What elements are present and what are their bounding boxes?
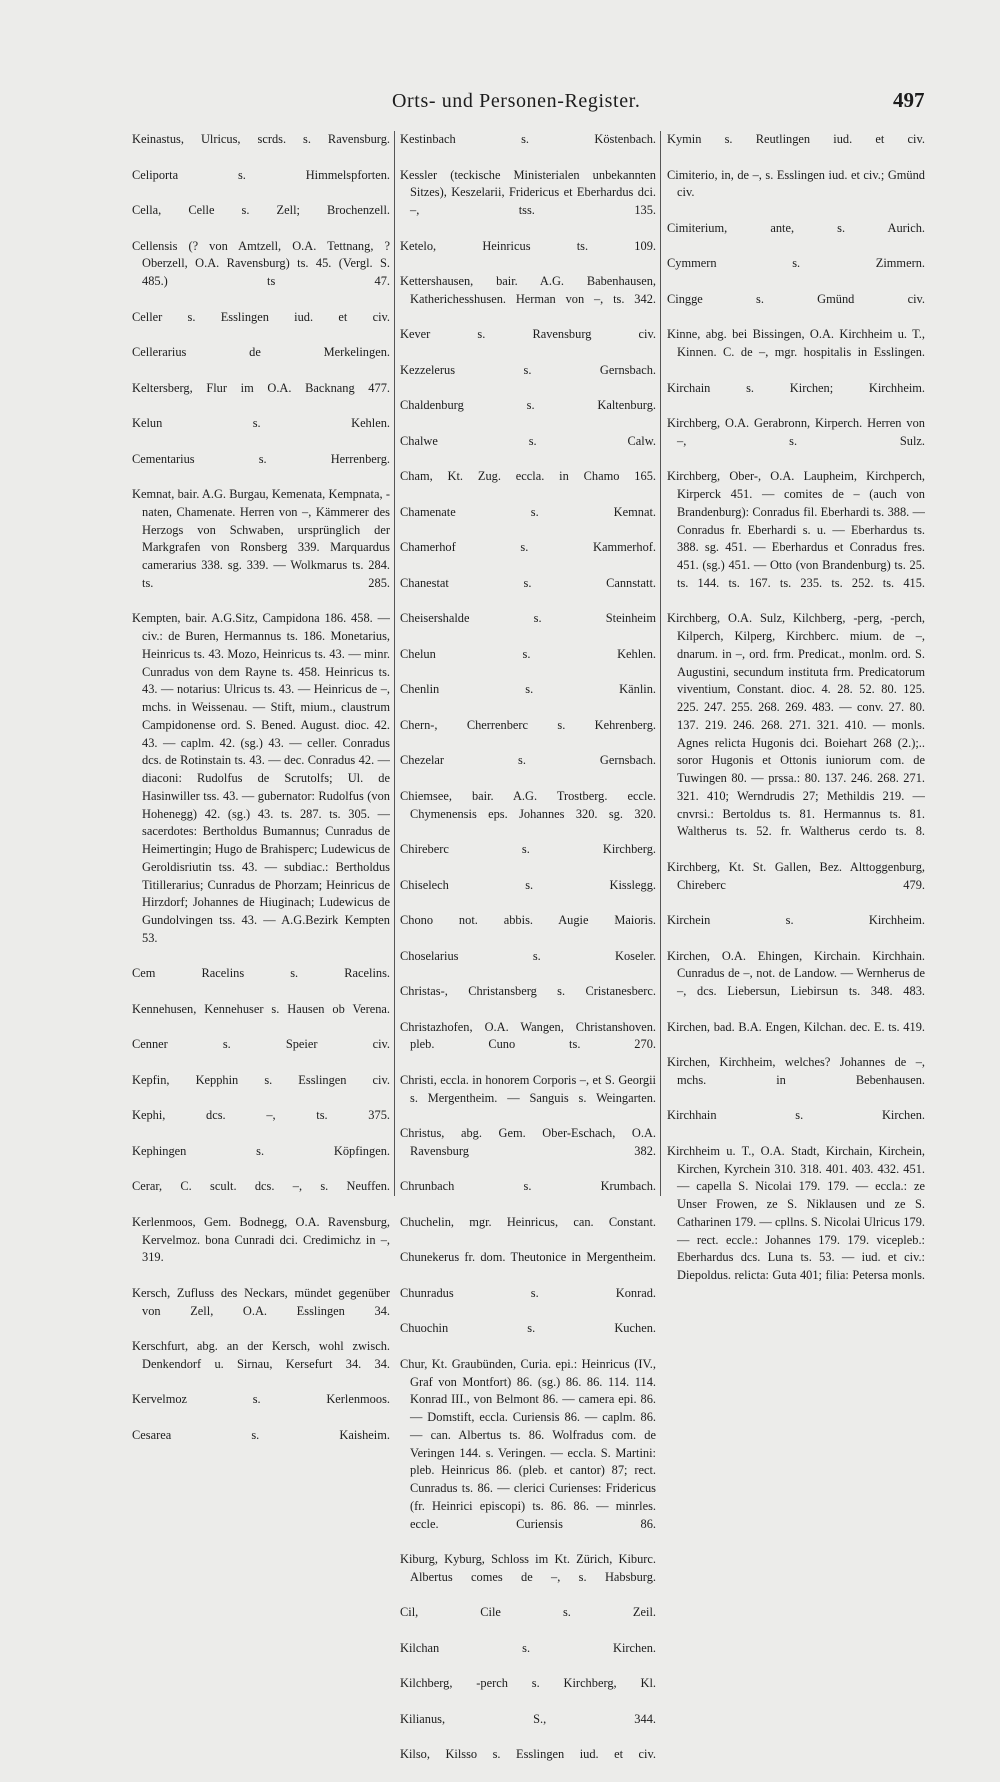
- register-entry: Kessler (teckische Ministerialen unbekannten Sitzes), Keszelarii, Fridericus et Eberhardus dci. –, tss. 135.: [400, 167, 656, 217]
- register-entry: Kirchen, Kirchheim, welches? Johannes de –, mchs. in Bebenhausen.: [667, 1055, 925, 1087]
- register-entry: Christi, eccla. in honorem Corporis –, et S. Georgii s. Mergentheim. — Sanguis s. Weingarten.: [400, 1072, 656, 1105]
- register-entry: Cingge s. Gmünd civ.: [667, 291, 925, 306]
- register-entry: Cem Racelins s. Racelins.: [132, 966, 390, 981]
- register-entry: Cimiterio, in, de –, s. Esslingen iud. et civ.; Gmünd civ.: [667, 167, 925, 200]
- register-entry: Kever s. Ravensburg civ.: [400, 327, 656, 342]
- register-entry: Cheisershalde s. Steinheim: [400, 611, 656, 626]
- register-entry: Kirchain s. Kirchen; Kirchheim.: [667, 380, 925, 395]
- register-entry: Christas-, Christansberg s. Cristanesberc.: [400, 984, 656, 998]
- register-entry: Celiporta s. Himmelspforten.: [132, 167, 390, 182]
- register-entry: Kirchein s. Kirchheim.: [667, 913, 925, 927]
- register-entry: Chireberc s. Kirchberg.: [400, 842, 656, 856]
- register-entry: Cellensis (? von Amtzell, O.A. Tettnang, ? Oberzell, O.A. Ravensburg) ts. 45. (Vergl. S. 485.) ts 47.: [132, 238, 390, 288]
- register-entry: Cymmern s. Zimmern.: [667, 256, 925, 271]
- register-entry: Kemnat, bair. A.G. Burgau, Kemenata, Kempnata, -naten, Chamenate. Herren von –, Kämmerer des Herzogs von Schwaben, ursprünglich der Markgrafen von Ronsberg 339. Marquardus camerarius 338. sg. 339. — Wolkmarus ts. 284. ts. 285.: [132, 487, 390, 590]
- register-entry: Chenlin s. Känlin.: [400, 682, 656, 697]
- register-entry: Chiemsee, bair. A.G. Trostberg. eccle. Chymenensis eps. Johannes 320. sg. 320.: [400, 788, 656, 821]
- register-entry: Ketelo, Heinricus ts. 109.: [400, 238, 656, 253]
- register-entry: Kirchberg, Ober-, O.A. Laupheim, Kirchperch, Kirperck 451. — comites de – (auch von Brandenburg): Conradus fil. Eberhardi ts. 388. — Conradus fr. Eberhardi s. u. — Eberhardus ts. 388. sg. 451. — Eberhardus et Conradus fres. 451. (sg.) 451. — Otto (von Brandenburg) ts. 25. ts. 144. ts. 167. ts. 235. ts. 252. ts. 415.: [667, 469, 925, 590]
- register-entry: Chelun s. Kehlen.: [400, 646, 656, 661]
- register-entry: Chern-, Cherrenberc s. Kehrenberg.: [400, 717, 656, 732]
- register-entry: Kilso, Kilsso s. Esslingen iud. et civ.: [400, 1747, 656, 1762]
- register-entry: Cesarea s. Kaisheim.: [132, 1427, 390, 1442]
- register-entry: Kettershausen, bair. A.G. Babenhausen, Katherichesshusen. Herman von –, ts. 342.: [400, 274, 656, 306]
- register-entry: Kirchhain s. Kirchen.: [667, 1108, 925, 1123]
- register-entry: Celler s. Esslingen iud. et civ.: [132, 309, 390, 324]
- register-entry: Kepfin, Kepphin s. Esslingen civ.: [132, 1072, 390, 1087]
- page-header: [0, 86, 1000, 120]
- register-entry: Chuchelin, mgr. Heinricus, can. Constant.: [400, 1214, 656, 1229]
- register-entry: Kempten, bair. A.G.Sitz, Campidona 186. 458. — civ.: de Buren, Hermannus ts. 186. Monetarius, Heinricus ts. 43. Mozo, Heinricus ts. 43. — minr. Cunradus von dem Rayne ts. 458. Heinricus ts. 43. — notarius: Ulricus ts. 43. — Heinricus de –, mchs. in Weissenau. — Stift, mium., claustrum Campidonense ord. S. Bened. August. dioc. 42. 43. — caplm. 42. (sg.) 43. — celler. Conradus dcs. de Rotinstain ts. 43. — dec. Conradus 42. — diaconi: Rudolfus de Scrutolfs; Ul. de Hasinwiller tss. 43. — gubernator: Rudolfus (von Hohenegg) 42. (sg.) 43. ts. 287. ts. 305. — sacerdotes: Bertholdus Bumannus; Cunradus de Heimertingin; Hugo de Brahisperc; Ludewicus de Geroldisriutin tss. 43. — subdiac.: Bertholdus Titillerarius; Cunradus de Phorzam; Heinricus de Hirzdorf; Johannes de Hiuginach; Ludewicus de Gundolvingen tss. 43. — A.G.Bezirk Kempten 53.: [132, 611, 390, 945]
- register-entry: Chamerhof s. Kammerhof.: [400, 540, 656, 555]
- register-entry: Kersch, Zufluss des Neckars, mündet gegenüber von Zell, O.A. Esslingen 34.: [132, 1285, 390, 1318]
- register-entry: Choselarius s. Koseler.: [400, 948, 656, 963]
- register-entry: Chaldenburg s. Kaltenburg.: [400, 398, 656, 413]
- register-entry: Kephingen s. Köpfingen.: [132, 1143, 390, 1158]
- page-title: Orts- und Personen-Register.: [392, 90, 641, 112]
- register-entry: Chamenate s. Kemnat.: [400, 504, 656, 519]
- register-entry: Chrunbach s. Krumbach.: [400, 1179, 656, 1194]
- column-divider: [660, 131, 661, 1196]
- register-entry: Cementarius s. Herrenberg.: [132, 451, 390, 466]
- register-entry: Kelun s. Kehlen.: [132, 416, 390, 430]
- column-divider: [394, 131, 395, 1196]
- register-entry: Kerschfurt, abg. an der Kersch, wohl zwisch. Denkendorf u. Sirnau, Kersefurt 34. 34.: [132, 1339, 390, 1371]
- register-entry: Kirchen, bad. B.A. Engen, Kilchan. dec. E. ts. 419.: [667, 1019, 925, 1034]
- register-entry: Kilchan s. Kirchen.: [400, 1640, 656, 1655]
- register-entry: Chanestat s. Cannstatt.: [400, 575, 656, 590]
- register-entry: Kiburg, Kyburg, Schloss im Kt. Zürich, Kiburc. Albertus comes de –, s. Habsburg.: [400, 1552, 656, 1584]
- register-entry: Christazhofen, O.A. Wangen, Christanshoven. pleb. Cuno ts. 270.: [400, 1019, 656, 1052]
- register-entry: Kerlenmoos, Gem. Bodnegg, O.A. Ravensburg, Kervelmoz. bona Cunradi dci. Credimichz in –, 319.: [132, 1214, 390, 1265]
- register-entry: Chuochin s. Kuchen.: [400, 1321, 656, 1336]
- register-entry: Cil, Cile s. Zeil.: [400, 1605, 656, 1620]
- register-entry: Chono not. abbis. Augie Maioris.: [400, 913, 656, 927]
- register-column-2: [400, 131, 656, 1782]
- register-entry: Kezzelerus s. Gernsbach.: [400, 362, 656, 377]
- register-entry: Cham, Kt. Zug. eccla. in Chamo 165.: [400, 469, 656, 484]
- register-entry: Kirchen, O.A. Ehingen, Kirchain. Kirchhain. Cunradus de –, not. de Landow. — Wernherus de –, dcs. Liebersun, Liebirsun ts. 348. 483.: [667, 948, 925, 998]
- register-entry: Christus, abg. Gem. Ober-Eschach, O.A. Ravensburg 382.: [400, 1126, 656, 1158]
- page-number: 497: [893, 88, 925, 112]
- register-entry: Kestinbach s. Köstenbach.: [400, 132, 656, 146]
- register-entry: Chezelar s. Gernsbach.: [400, 753, 656, 768]
- register-entry: Kirchberg, O.A. Gerabronn, Kirperch. Herren von –, s. Sulz.: [667, 416, 925, 448]
- register-entry: Cimiterium, ante, s. Aurich.: [667, 220, 925, 235]
- register-entry: Kervelmoz s. Kerlenmoos.: [132, 1392, 390, 1407]
- register-entry: Chunradus s. Konrad.: [400, 1285, 656, 1300]
- register-entry: Chur, Kt. Graubünden, Curia. epi.: Heinricus (IV., Graf von Montfort) 86. (sg.) 86. 86. 114. 114. Konrad III., von Belmont 86. — camera epi. 86. — Domstift, eccla. Curiensis 86. — caplm. 86. — can. Albertus ts. 86. Wolfradus com. de Veringen 144. s. Veringen. — eccla. S. Martini: pleb. Heinricus 86. (pleb. et cantor) 87; rect. Cunradus ts. 86. — clerici Curienses: Fridericus (fr. Heinrici episcopi) ts. 86. 86. — minrles. eccle. Curiensis 86.: [400, 1356, 656, 1531]
- register-entry: Cenner s. Speier civ.: [132, 1037, 390, 1052]
- register-column-3: [667, 131, 925, 1303]
- register-entry: Kilchberg, -perch s. Kirchberg, Kl.: [400, 1676, 656, 1691]
- register-entry: Kephi, dcs. –, ts. 375.: [132, 1108, 390, 1123]
- register-entry: Keinastus, Ulricus, scrds. s. Ravensburg.: [132, 132, 390, 146]
- register-entry: Keltersberg, Flur im O.A. Backnang 477.: [132, 380, 390, 395]
- register-entry: Cerar, C. scult. dcs. –, s. Neuffen.: [132, 1179, 390, 1194]
- register-entry: Kennehusen, Kennehuser s. Hausen ob Verena.: [132, 1001, 390, 1016]
- register-entry: Kirchberg, Kt. St. Gallen, Bez. Alttoggenburg, Chireberc 479.: [667, 859, 925, 892]
- register-entry: Kilianus, S., 344.: [400, 1711, 656, 1726]
- register-entry: Chalwe s. Calw.: [400, 433, 656, 448]
- register-entry: Kinne, abg. bei Bissingen, O.A. Kirchheim u. T., Kinnen. C. de –, mgr. hospitalis in Esslingen.: [667, 327, 925, 359]
- register-entry: Chunekerus fr. dom. Theutonice in Mergentheim.: [400, 1250, 656, 1265]
- register-entry: Kirchheim u. T., O.A. Stadt, Kirchain, Kirchein, Kirchen, Kyrchein 310. 318. 401. 403. 432. 451. — capella S. Nicolai 179. 179. — eccla.: ze Unser Frowen, ze S. Niklausen und ze S. Catharinen 179. — cpllns. S. Nicolai Ulricus 179. — rect. eccle.: Johannes 179. 179. vicepleb.: Eberhardus dcs. Luna ts. 53. — iud. et civ.: Diepoldus. relicta: Guta 401; filia: Petersa monls.: [667, 1143, 925, 1282]
- register-entry: Kirchberg, O.A. Sulz, Kilchberg, -perg, -perch, Kilperch, Kilperg, Kirchberc. mium. de –, dnarum. in –, ord. frm. Predicat., monlm. ord. S. Augustini, secundum instituta frm. Predicatorum viventium, Constant. dioc. 4. 28. 52. 80. 125. 225. 247. 255. 268. 269. 483. — conv. 27. 80. 137. 219. 246. 268. 271. 321. 410. — monls. Agnes relicta Hugonis dci. Boiehart 268 (2.);.. soror Hugonis et Ottonis iuniorum com. de Tuwingen 80. — prssa.: 80. 137. 246. 268. 271. 321. 410; Werndrudis 27; Methildis 219. — cnvrsi.: Bertoldus ts. 81. Hermannus ts. 81. Waltherus ts. 52. fr. Waltherus cerdo ts. 8.: [667, 611, 925, 839]
- register-entry: Chiselech s. Kisslegg.: [400, 877, 656, 892]
- register-entry: Cellerarius de Merkelingen.: [132, 345, 390, 359]
- register-entry: Cella, Celle s. Zell; Brochenzell.: [132, 203, 390, 217]
- register-column-1: [132, 131, 390, 1462]
- register-entry: Kymin s. Reutlingen iud. et civ.: [667, 132, 925, 146]
